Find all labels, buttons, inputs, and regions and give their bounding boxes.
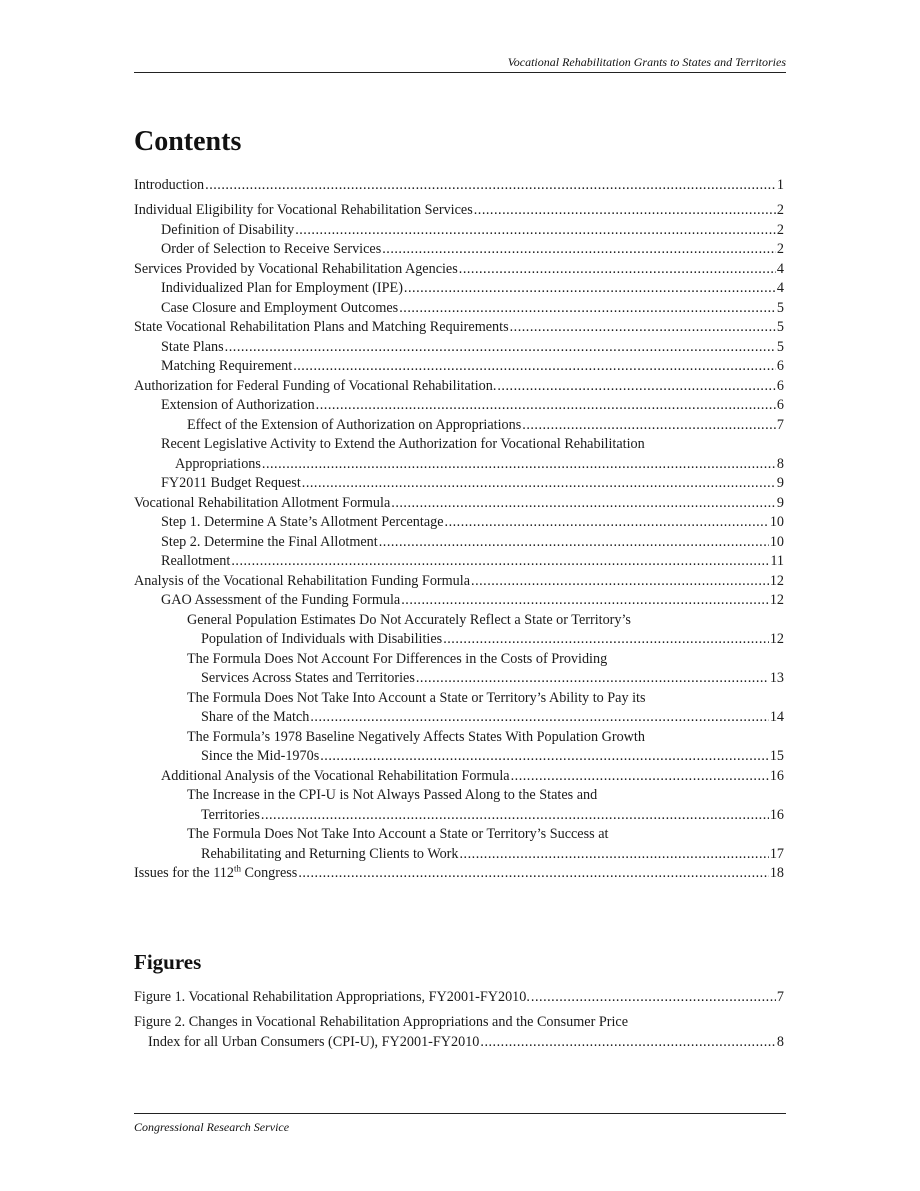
toc-entry[interactable]: The Increase in the CPI-U is Not Always Passed Along to the States and Territories ..... 16 (134, 786, 784, 825)
toc-entry[interactable]: Order of Selection to Receive Services ..... 2 (134, 240, 784, 260)
toc-entry[interactable]: General Population Estimates Do Not Accurately Reflect a State or Territory’s Population of Individuals with Disabilities ..... 12 (134, 611, 784, 650)
toc-entry[interactable]: The Formula Does Not Take Into Account a State or Territory’s Ability to Pay its Share of the Match ..... 14 (134, 689, 784, 728)
toc-entry[interactable]: Case Closure and Employment Outcomes ..... 5 (134, 299, 784, 319)
figure-entry[interactable]: Figure 2. Changes in Vocational Rehabilitation Appropriations and the Consumer Price Index for all Urban Consumers (CPI-U), FY2001-FY2010 ..... 8 (134, 1013, 784, 1052)
toc-entry[interactable]: Individualized Plan for Employment (IPE) ..... 4 (134, 279, 784, 299)
toc-entry[interactable]: Reallotment ..... 11 (134, 552, 784, 572)
toc-entry[interactable]: Analysis of the Vocational Rehabilitation Funding Formula ..... 12 (134, 572, 784, 592)
toc-entry[interactable]: Services Provided by Vocational Rehabilitation Agencies ..... 4 (134, 260, 784, 280)
toc-entry[interactable]: Additional Analysis of the Vocational Rehabilitation Formula ..... 16 (134, 767, 784, 787)
figure-entry[interactable]: Figure 1. Vocational Rehabilitation Appropriations, FY2001-FY2010. ..... 7 (134, 988, 784, 1008)
toc-entry[interactable]: Introduction ..... 1 (134, 176, 784, 196)
toc-entry[interactable]: State Plans ..... 5 (134, 338, 784, 358)
toc-entry[interactable]: Definition of Disability ..... 2 (134, 221, 784, 241)
toc-entry[interactable]: FY2011 Budget Request ..... 9 (134, 474, 784, 494)
toc-entry[interactable]: The Formula’s 1978 Baseline Negatively Affects States With Population Growth Since the Mid-1970s ..... 15 (134, 728, 784, 767)
footer-rule (134, 1113, 786, 1114)
toc-entry[interactable]: Individual Eligibility for Vocational Rehabilitation Services ..... 2 (134, 201, 784, 221)
toc-entry[interactable]: State Vocational Rehabilitation Plans and Matching Requirements ..... 5 (134, 318, 784, 338)
toc-list (134, 176, 784, 884)
toc-entry[interactable]: Issues for the 112th Congress ..... 18 (134, 864, 784, 884)
toc-entry[interactable]: Effect of the Extension of Authorization on Appropriations ..... 7 (134, 416, 784, 436)
toc-entry[interactable]: Matching Requirement ..... 6 (134, 357, 784, 377)
toc-entry[interactable]: The Formula Does Not Account For Differences in the Costs of Providing Services Across States and Territories ..... 13 (134, 650, 784, 689)
toc-entry[interactable]: Step 2. Determine the Final Allotment ..... 10 (134, 533, 784, 553)
toc-entry[interactable]: Authorization for Federal Funding of Vocational Rehabilitation. ..... 6 (134, 377, 784, 397)
toc-entry[interactable]: GAO Assessment of the Funding Formula ..... 12 (134, 591, 784, 611)
running-footer: Congressional Research Service (134, 1120, 290, 1134)
running-header: Vocational Rehabilitation Grants to States and Territories (507, 55, 786, 69)
figures-heading: Figures (134, 950, 202, 974)
header-rule (134, 72, 786, 73)
figures-list (134, 988, 784, 1052)
toc-entry[interactable]: Step 1. Determine A State’s Allotment Percentage ..... 10 (134, 513, 784, 533)
toc-entry[interactable]: The Formula Does Not Take Into Account a State or Territory’s Success at Rehabilitating and Returning Clients to Work ..... 17 (134, 825, 784, 864)
toc-entry[interactable]: Extension of Authorization ..... 6 (134, 396, 784, 416)
toc-entry[interactable]: Vocational Rehabilitation Allotment Formula ..... 9 (134, 494, 784, 514)
toc-entry[interactable]: Recent Legislative Activity to Extend the Authorization for Vocational Rehabilitation Appropriations ..... 8 (134, 435, 784, 474)
contents-heading: Contents (134, 126, 242, 157)
